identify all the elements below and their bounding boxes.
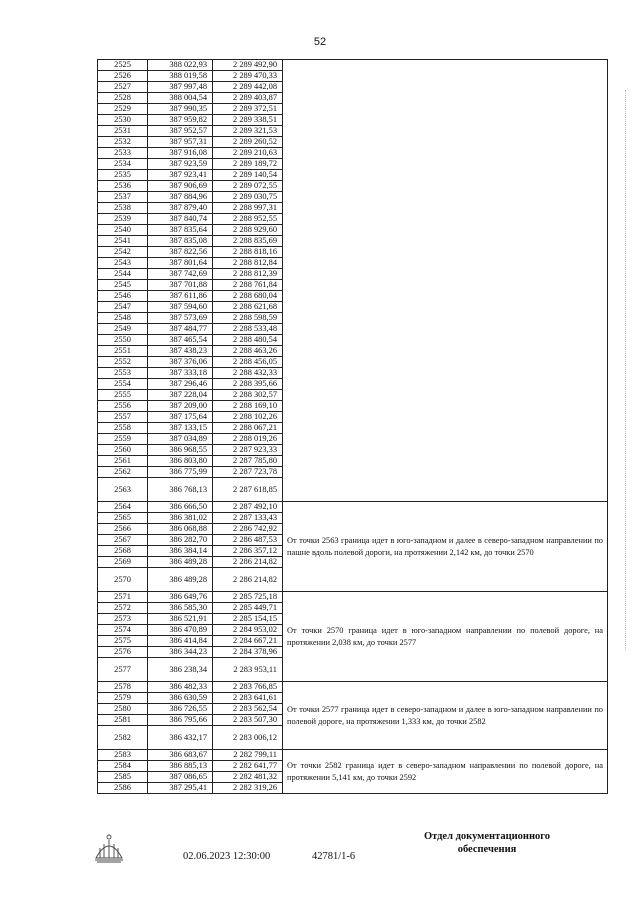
point-number-cell: 2566 <box>98 524 148 535</box>
x-coordinate-cell: 388 019,58 <box>148 71 213 82</box>
point-number-cell: 2585 <box>98 772 148 783</box>
y-coordinate-cell: 2 286 742,92 <box>213 524 283 535</box>
y-coordinate-cell: 2 288 019,26 <box>213 434 283 445</box>
x-coordinate-cell: 387 333,18 <box>148 368 213 379</box>
x-coordinate-cell: 387 835,08 <box>148 236 213 247</box>
x-coordinate-cell: 386 649,76 <box>148 592 213 603</box>
x-coordinate-cell: 387 228,04 <box>148 390 213 401</box>
point-number-cell: 2552 <box>98 357 148 368</box>
y-coordinate-cell: 2 286 214,82 <box>213 557 283 568</box>
x-coordinate-cell: 386 521,91 <box>148 614 213 625</box>
x-coordinate-cell: 387 594,60 <box>148 302 213 313</box>
y-coordinate-cell: 2 288 480,54 <box>213 335 283 346</box>
x-coordinate-cell: 387 701,88 <box>148 280 213 291</box>
x-coordinate-cell: 386 775,99 <box>148 467 213 478</box>
point-number-cell: 2582 <box>98 726 148 750</box>
x-coordinate-cell: 386 885,13 <box>148 761 213 772</box>
scan-edge-marks <box>625 90 634 650</box>
x-coordinate-cell: 386 585,30 <box>148 603 213 614</box>
point-number-cell: 2531 <box>98 126 148 137</box>
table-row <box>98 502 608 513</box>
point-number-cell: 2550 <box>98 335 148 346</box>
y-coordinate-cell: 2 288 812,39 <box>213 269 283 280</box>
x-coordinate-cell: 386 482,33 <box>148 682 213 693</box>
x-coordinate-cell: 387 923,41 <box>148 170 213 181</box>
y-coordinate-cell: 2 287 923,33 <box>213 445 283 456</box>
y-coordinate-cell: 2 285 449,71 <box>213 603 283 614</box>
y-coordinate-cell: 2 288 302,57 <box>213 390 283 401</box>
y-coordinate-cell: 2 288 533,48 <box>213 324 283 335</box>
x-coordinate-cell: 386 384,14 <box>148 546 213 557</box>
x-coordinate-cell: 387 997,48 <box>148 82 213 93</box>
x-coordinate-cell: 387 376,06 <box>148 357 213 368</box>
point-number-cell: 2572 <box>98 603 148 614</box>
point-number-cell: 2571 <box>98 592 148 603</box>
y-coordinate-cell: 2 288 680,04 <box>213 291 283 302</box>
y-coordinate-cell: 2 289 189,72 <box>213 159 283 170</box>
x-coordinate-cell: 386 726,55 <box>148 704 213 715</box>
point-number-cell: 2580 <box>98 704 148 715</box>
point-number-cell: 2553 <box>98 368 148 379</box>
point-number-cell: 2583 <box>98 750 148 761</box>
point-number-cell: 2538 <box>98 203 148 214</box>
boundary-description-cell: От точки 2577 граница идет в северо-западном и далее в юго-западном направлении по полевой дороге, на протяжении 1,333 км, до точки 2582 <box>283 682 608 750</box>
y-coordinate-cell: 2 282 481,32 <box>213 772 283 783</box>
point-number-cell: 2530 <box>98 115 148 126</box>
x-coordinate-cell: 386 489,28 <box>148 568 213 592</box>
y-coordinate-cell: 2 288 818,16 <box>213 247 283 258</box>
y-coordinate-cell: 2 287 723,78 <box>213 467 283 478</box>
y-coordinate-cell: 2 288 432,33 <box>213 368 283 379</box>
x-coordinate-cell: 387 296,46 <box>148 379 213 390</box>
x-coordinate-cell: 387 840,74 <box>148 214 213 225</box>
y-coordinate-cell: 2 287 492,10 <box>213 502 283 513</box>
y-coordinate-cell: 2 283 641,61 <box>213 693 283 704</box>
point-number-cell: 2565 <box>98 513 148 524</box>
y-coordinate-cell: 2 289 470,33 <box>213 71 283 82</box>
x-coordinate-cell: 386 344,23 <box>148 647 213 658</box>
y-coordinate-cell: 2 289 260,52 <box>213 137 283 148</box>
y-coordinate-cell: 2 285 154,15 <box>213 614 283 625</box>
y-coordinate-cell: 2 288 929,60 <box>213 225 283 236</box>
y-coordinate-cell: 2 287 133,43 <box>213 513 283 524</box>
y-coordinate-cell: 2 284 378,96 <box>213 647 283 658</box>
point-number-cell: 2541 <box>98 236 148 247</box>
coordinates-table-body <box>98 60 608 794</box>
point-number-cell: 2532 <box>98 137 148 148</box>
table-row <box>98 682 608 693</box>
point-number-cell: 2560 <box>98 445 148 456</box>
y-coordinate-cell: 2 283 006,12 <box>213 726 283 750</box>
y-coordinate-cell: 2 285 725,18 <box>213 592 283 603</box>
x-coordinate-cell: 386 630,59 <box>148 693 213 704</box>
x-coordinate-cell: 387 611,86 <box>148 291 213 302</box>
point-number-cell: 2539 <box>98 214 148 225</box>
point-number-cell: 2527 <box>98 82 148 93</box>
x-coordinate-cell: 387 034,89 <box>148 434 213 445</box>
point-number-cell: 2576 <box>98 647 148 658</box>
x-coordinate-cell: 387 086,65 <box>148 772 213 783</box>
department-line-2: обеспечения <box>457 844 517 855</box>
point-number-cell: 2545 <box>98 280 148 291</box>
point-number-cell: 2558 <box>98 423 148 434</box>
x-coordinate-cell: 387 438,23 <box>148 346 213 357</box>
point-number-cell: 2540 <box>98 225 148 236</box>
x-coordinate-cell: 388 004,54 <box>148 93 213 104</box>
point-number-cell: 2526 <box>98 71 148 82</box>
footer-date: 02.06.2023 12:30:00 <box>183 851 271 862</box>
point-number-cell: 2567 <box>98 535 148 546</box>
y-coordinate-cell: 2 288 169,10 <box>213 401 283 412</box>
y-coordinate-cell: 2 286 487,53 <box>213 535 283 546</box>
x-coordinate-cell: 386 768,13 <box>148 478 213 502</box>
y-coordinate-cell: 2 288 761,84 <box>213 280 283 291</box>
coordinates-table <box>97 59 608 794</box>
point-number-cell: 2533 <box>98 148 148 159</box>
point-number-cell: 2525 <box>98 60 148 71</box>
point-number-cell: 2568 <box>98 546 148 557</box>
y-coordinate-cell: 2 288 102,26 <box>213 412 283 423</box>
x-coordinate-cell: 387 209,00 <box>148 401 213 412</box>
y-coordinate-cell: 2 288 812,84 <box>213 258 283 269</box>
point-number-cell: 2535 <box>98 170 148 181</box>
x-coordinate-cell: 386 489,28 <box>148 557 213 568</box>
point-number-cell: 2586 <box>98 783 148 794</box>
y-coordinate-cell: 2 289 321,53 <box>213 126 283 137</box>
point-number-cell: 2578 <box>98 682 148 693</box>
x-coordinate-cell: 388 022,93 <box>148 60 213 71</box>
x-coordinate-cell: 387 133,15 <box>148 423 213 434</box>
table-row <box>98 60 608 71</box>
y-coordinate-cell: 2 288 598,59 <box>213 313 283 324</box>
point-number-cell: 2574 <box>98 625 148 636</box>
boundary-description-cell: От точки 2570 граница идет в юго-западном направлении по полевой дороге, на протяжении 2,038 км, до точки 2577 <box>283 592 608 682</box>
point-number-cell: 2584 <box>98 761 148 772</box>
y-coordinate-cell: 2 288 835,69 <box>213 236 283 247</box>
x-coordinate-cell: 387 835,64 <box>148 225 213 236</box>
y-coordinate-cell: 2 286 357,12 <box>213 546 283 557</box>
point-number-cell: 2562 <box>98 467 148 478</box>
x-coordinate-cell: 387 742,69 <box>148 269 213 280</box>
department-line-1: Отдел документационного <box>423 831 551 842</box>
y-coordinate-cell: 2 283 953,11 <box>213 658 283 682</box>
x-coordinate-cell: 386 968,55 <box>148 445 213 456</box>
x-coordinate-cell: 387 916,08 <box>148 148 213 159</box>
y-coordinate-cell: 2 282 641,77 <box>213 761 283 772</box>
point-number-cell: 2549 <box>98 324 148 335</box>
x-coordinate-cell: 386 666,50 <box>148 502 213 513</box>
x-coordinate-cell: 386 683,67 <box>148 750 213 761</box>
x-coordinate-cell: 386 282,70 <box>148 535 213 546</box>
x-coordinate-cell: 386 414,84 <box>148 636 213 647</box>
y-coordinate-cell: 2 288 952,55 <box>213 214 283 225</box>
point-number-cell: 2555 <box>98 390 148 401</box>
y-coordinate-cell: 2 287 785,80 <box>213 456 283 467</box>
x-coordinate-cell: 386 238,34 <box>148 658 213 682</box>
coat-of-arms-icon <box>92 830 126 864</box>
x-coordinate-cell: 387 822,56 <box>148 247 213 258</box>
page-number: 52 <box>313 36 327 48</box>
x-coordinate-cell: 387 906,69 <box>148 181 213 192</box>
point-number-cell: 2548 <box>98 313 148 324</box>
x-coordinate-cell: 387 952,57 <box>148 126 213 137</box>
x-coordinate-cell: 386 432,17 <box>148 726 213 750</box>
x-coordinate-cell: 386 068,88 <box>148 524 213 535</box>
y-coordinate-cell: 2 289 030,75 <box>213 192 283 203</box>
table-row <box>98 750 608 761</box>
x-coordinate-cell: 387 879,40 <box>148 203 213 214</box>
point-number-cell: 2573 <box>98 614 148 625</box>
y-coordinate-cell: 2 288 463,26 <box>213 346 283 357</box>
x-coordinate-cell: 387 484,77 <box>148 324 213 335</box>
point-number-cell: 2564 <box>98 502 148 513</box>
boundary-description-cell <box>283 60 608 502</box>
y-coordinate-cell: 2 287 618,85 <box>213 478 283 502</box>
point-number-cell: 2559 <box>98 434 148 445</box>
point-number-cell: 2569 <box>98 557 148 568</box>
x-coordinate-cell: 387 959,82 <box>148 115 213 126</box>
x-coordinate-cell: 387 884,96 <box>148 192 213 203</box>
y-coordinate-cell: 2 288 997,31 <box>213 203 283 214</box>
x-coordinate-cell: 387 295,41 <box>148 783 213 794</box>
point-number-cell: 2577 <box>98 658 148 682</box>
point-number-cell: 2542 <box>98 247 148 258</box>
x-coordinate-cell: 387 801,64 <box>148 258 213 269</box>
y-coordinate-cell: 2 289 338,51 <box>213 115 283 126</box>
y-coordinate-cell: 2 282 319,26 <box>213 783 283 794</box>
y-coordinate-cell: 2 289 442,08 <box>213 82 283 93</box>
x-coordinate-cell: 386 795,66 <box>148 715 213 726</box>
x-coordinate-cell: 387 923,59 <box>148 159 213 170</box>
point-number-cell: 2529 <box>98 104 148 115</box>
y-coordinate-cell: 2 282 799,11 <box>213 750 283 761</box>
y-coordinate-cell: 2 284 667,21 <box>213 636 283 647</box>
x-coordinate-cell: 387 990,35 <box>148 104 213 115</box>
point-number-cell: 2575 <box>98 636 148 647</box>
point-number-cell: 2546 <box>98 291 148 302</box>
y-coordinate-cell: 2 284 953,02 <box>213 625 283 636</box>
point-number-cell: 2547 <box>98 302 148 313</box>
point-number-cell: 2543 <box>98 258 148 269</box>
y-coordinate-cell: 2 289 403,87 <box>213 93 283 104</box>
y-coordinate-cell: 2 288 067,21 <box>213 423 283 434</box>
point-number-cell: 2581 <box>98 715 148 726</box>
point-number-cell: 2554 <box>98 379 148 390</box>
x-coordinate-cell: 386 381,02 <box>148 513 213 524</box>
y-coordinate-cell: 2 289 372,51 <box>213 104 283 115</box>
y-coordinate-cell: 2 283 507,30 <box>213 715 283 726</box>
point-number-cell: 2579 <box>98 693 148 704</box>
point-number-cell: 2544 <box>98 269 148 280</box>
boundary-description-cell: От точки 2582 граница идет в северо-западном направлении по полевой дороге, на протяжении 5,141 км, до точки 2592 <box>283 750 608 794</box>
boundary-description-cell: От точки 2563 граница идет в юго-западном и далее в северо-западном направлении по пашне вдоль полевой дороги, на протяжении 2,142 км, до точки 2570 <box>283 502 608 592</box>
point-number-cell: 2537 <box>98 192 148 203</box>
y-coordinate-cell: 2 288 456,05 <box>213 357 283 368</box>
point-number-cell: 2556 <box>98 401 148 412</box>
x-coordinate-cell: 387 573,69 <box>148 313 213 324</box>
y-coordinate-cell: 2 289 140,54 <box>213 170 283 181</box>
x-coordinate-cell: 386 470,89 <box>148 625 213 636</box>
point-number-cell: 2528 <box>98 93 148 104</box>
y-coordinate-cell: 2 286 214,82 <box>213 568 283 592</box>
y-coordinate-cell: 2 289 072,55 <box>213 181 283 192</box>
x-coordinate-cell: 387 175,64 <box>148 412 213 423</box>
point-number-cell: 2563 <box>98 478 148 502</box>
table-row <box>98 592 608 603</box>
point-number-cell: 2570 <box>98 568 148 592</box>
point-number-cell: 2561 <box>98 456 148 467</box>
x-coordinate-cell: 386 803,80 <box>148 456 213 467</box>
footer-department <box>392 830 582 856</box>
point-number-cell: 2551 <box>98 346 148 357</box>
x-coordinate-cell: 387 957,31 <box>148 137 213 148</box>
footer-document-number: 42781/1-6 <box>312 851 356 862</box>
x-coordinate-cell: 387 465,54 <box>148 335 213 346</box>
y-coordinate-cell: 2 288 395,66 <box>213 379 283 390</box>
point-number-cell: 2557 <box>98 412 148 423</box>
y-coordinate-cell: 2 289 210,63 <box>213 148 283 159</box>
y-coordinate-cell: 2 283 562,54 <box>213 704 283 715</box>
point-number-cell: 2536 <box>98 181 148 192</box>
y-coordinate-cell: 2 283 766,85 <box>213 682 283 693</box>
point-number-cell: 2534 <box>98 159 148 170</box>
y-coordinate-cell: 2 288 621,68 <box>213 302 283 313</box>
y-coordinate-cell: 2 289 492,90 <box>213 60 283 71</box>
